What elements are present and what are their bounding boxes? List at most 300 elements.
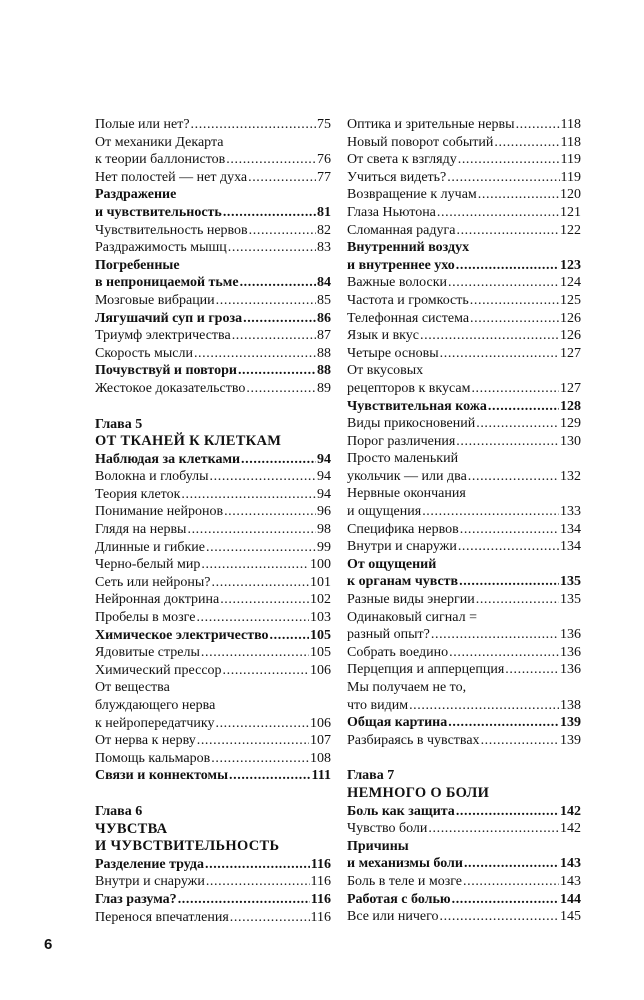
toc-entry[interactable] — [347, 661, 581, 679]
toc-entry[interactable] — [347, 274, 581, 292]
toc-entry-title: От вкусовых — [347, 363, 424, 379]
toc-entry-page: 127 — [560, 380, 581, 396]
toc-entry-page: 142 — [560, 821, 581, 837]
dot-leader — [241, 451, 316, 469]
toc-left-column — [95, 116, 331, 926]
toc-entry-page: 77 — [317, 169, 331, 185]
toc-entry-page: 116 — [310, 874, 331, 890]
toc-entry-title: к органам чувств — [347, 574, 459, 590]
toc-section-entry[interactable] — [95, 362, 331, 380]
dot-leader — [494, 134, 559, 152]
toc-entry-title: Химическое электричество — [95, 627, 269, 643]
toc-entry-page: 116 — [310, 909, 331, 925]
toc-entry-page: 82 — [317, 222, 331, 238]
toc-entry[interactable] — [95, 556, 331, 574]
dot-leader — [191, 116, 316, 134]
toc-entry-page: 76 — [317, 152, 331, 168]
toc-entry-page: 101 — [310, 574, 331, 590]
toc-entry-page: 132 — [560, 468, 581, 484]
toc-entry[interactable] — [347, 679, 581, 714]
toc-entry-title: Оптика и зрительные нервы — [347, 117, 515, 132]
dot-leader — [211, 750, 309, 768]
toc-section-entry[interactable] — [95, 891, 331, 909]
toc-entry-title: Разделение труда — [95, 856, 204, 872]
toc-entry[interactable] — [347, 169, 581, 187]
toc-entry[interactable] — [95, 591, 331, 609]
toc-entry-page: 105 — [310, 645, 331, 661]
toc-entry-title: что видим — [347, 697, 409, 713]
toc-entry-page: 98 — [317, 522, 331, 538]
toc-entry-title: Просто маленький — [347, 451, 459, 467]
toc-entry-page: 136 — [560, 627, 581, 643]
toc-entry[interactable] — [95, 909, 331, 927]
dot-leader — [210, 468, 316, 486]
dot-leader — [428, 820, 559, 838]
dot-leader — [456, 222, 559, 240]
toc-entry-page: 121 — [560, 204, 581, 220]
toc-entry[interactable] — [347, 521, 581, 539]
dot-leader — [459, 573, 559, 591]
toc-entry-title: Наблюдая за клетками — [95, 451, 241, 467]
toc-entry-page: 138 — [560, 697, 581, 713]
dot-leader — [248, 169, 316, 187]
dot-leader — [458, 151, 560, 169]
toc-entry-title: Мозговые вибрации — [95, 292, 215, 308]
toc-section-entry[interactable] — [95, 451, 331, 469]
toc-entry[interactable] — [347, 415, 581, 433]
dot-leader — [456, 257, 559, 275]
toc-entry-title: От ощущений — [347, 556, 437, 572]
toc-entry-page: 111 — [311, 768, 331, 784]
toc-entry-page: 128 — [560, 398, 581, 414]
toc-entry-title: и чувствительность — [95, 204, 222, 220]
dot-leader — [220, 591, 309, 609]
dot-leader — [249, 222, 316, 240]
toc-section-entry[interactable] — [95, 310, 331, 328]
toc-entry-page: 94 — [317, 486, 331, 502]
toc-entry-title: Внутри и снаружи — [95, 874, 205, 890]
toc-entry[interactable] — [95, 345, 331, 363]
chapter-text: НЕМНОГО О БОЛИ — [347, 784, 490, 801]
dot-leader — [409, 697, 559, 715]
dot-leader — [243, 310, 316, 328]
toc-entry-page: 94 — [317, 451, 331, 467]
toc-entry[interactable] — [95, 327, 331, 345]
dot-leader — [181, 486, 316, 504]
toc-entry-title: От вещества — [95, 680, 170, 696]
toc-section-entry[interactable] — [95, 186, 331, 221]
chapter-text: ОТ ТКАНЕЙ К КЛЕТКАМ — [95, 433, 282, 450]
dot-leader — [270, 627, 309, 645]
toc-entry-title: Учиться видеть? — [347, 169, 447, 185]
toc-entry-title: Глаза Ньютона — [347, 204, 436, 220]
dot-leader — [516, 116, 560, 134]
toc-entry-title: Порог различения — [347, 433, 456, 449]
toc-section-entry[interactable] — [95, 627, 331, 645]
chapter-text: Глава 6 — [95, 803, 143, 819]
toc-entry-page: 89 — [317, 380, 331, 396]
toc-entry[interactable] — [347, 591, 581, 609]
toc-section-entry[interactable] — [347, 838, 581, 873]
dot-leader — [440, 345, 559, 363]
toc-entry-page: 116 — [310, 891, 331, 907]
toc-entry-title: Почувствуй и повтори — [95, 363, 237, 379]
dot-leader — [196, 609, 309, 627]
dot-leader — [505, 661, 559, 679]
section-gap — [95, 398, 331, 416]
toc-entry-title: Нейронная доктрина — [95, 592, 220, 608]
toc-section-entry[interactable] — [95, 856, 331, 874]
toc-entry-page: 99 — [317, 539, 331, 555]
toc-entry-page: 143 — [560, 873, 581, 889]
chapter-number — [95, 803, 331, 821]
toc-entry-title: Раздражение — [95, 187, 177, 203]
toc-entry[interactable] — [95, 609, 331, 627]
toc-entry-title: Мы получаем не то, — [347, 680, 467, 695]
toc-entry-title: Перенося впечатления — [95, 909, 229, 925]
section-gap — [347, 749, 581, 767]
toc-entry-title: Возвращение к лучам — [347, 187, 477, 203]
toc-entry-page: 123 — [560, 257, 581, 273]
toc-entry[interactable] — [95, 873, 331, 891]
chapter-number — [347, 767, 581, 785]
dot-leader — [448, 714, 559, 732]
dot-leader — [226, 151, 316, 169]
toc-entry[interactable] — [347, 873, 581, 891]
toc-entry-page: 127 — [560, 345, 581, 361]
toc-entry-page: 136 — [560, 644, 581, 660]
dot-leader — [230, 909, 310, 927]
toc-entry[interactable] — [95, 732, 331, 750]
chapter-title — [95, 433, 331, 451]
toc-entry[interactable] — [347, 310, 581, 328]
toc-entry-page: 108 — [310, 750, 331, 766]
toc-entry-title: Теория клеток — [95, 486, 181, 502]
toc-entry-page: 94 — [317, 469, 331, 485]
toc-entry[interactable] — [347, 450, 581, 485]
toc-section-entry[interactable] — [95, 257, 331, 292]
dot-leader — [431, 626, 559, 644]
toc-entry-title: и механизмы боли — [347, 856, 463, 872]
toc-entry[interactable] — [347, 732, 581, 750]
toc-entry[interactable] — [95, 662, 331, 680]
toc-entry-page: 81 — [317, 204, 331, 220]
toc-entry-page: 84 — [317, 275, 331, 291]
toc-entry-title: рецепторов к вкусам — [347, 380, 471, 396]
toc-entry[interactable] — [347, 134, 581, 152]
toc-entry-title: Разбираясь в чувствах — [347, 732, 480, 748]
toc-entry-title: От механики Декарта — [95, 134, 224, 150]
toc-entry-page: 139 — [560, 732, 581, 748]
toc-entry-page: 134 — [560, 539, 581, 555]
dot-leader — [197, 732, 309, 750]
toc-entry-title: Внутри и снаружи — [347, 539, 457, 555]
dot-leader — [437, 204, 559, 222]
toc-entry-page: 133 — [560, 504, 581, 520]
toc-entry-title: Помощь кальмаров — [95, 750, 211, 766]
dot-leader — [238, 362, 316, 380]
toc-entry-title: Важные волоски — [347, 275, 448, 291]
dot-leader — [232, 327, 316, 345]
toc-entry-title: От нерва к нерву — [95, 733, 196, 749]
toc-entry-title: Разные виды энергии — [347, 592, 475, 608]
toc-entry-title: Боль как защита — [347, 803, 455, 819]
chapter-text: Глава 5 — [95, 416, 143, 432]
toc-entry[interactable] — [95, 222, 331, 240]
toc-entry-page: 106 — [310, 715, 331, 731]
toc-entry[interactable] — [95, 539, 331, 557]
dot-leader — [229, 767, 311, 785]
toc-entry-title: Новый поворот событий — [347, 134, 494, 150]
toc-entry-page: 135 — [560, 574, 581, 590]
dot-leader — [452, 891, 559, 909]
toc-entry-title: и ощущения — [347, 504, 422, 520]
dot-leader — [478, 186, 559, 204]
toc-entry-page: 120 — [560, 187, 581, 203]
toc-entry-title: Причины — [347, 838, 409, 854]
chapter-text: И ЧУВСТВИТЕЛЬНОСТЬ — [95, 838, 280, 855]
dot-leader — [215, 715, 309, 733]
dot-leader — [470, 310, 559, 328]
toc-right-column — [347, 116, 581, 926]
toc-entry[interactable] — [95, 644, 331, 662]
toc-entry[interactable] — [347, 362, 581, 397]
toc-entry-title: и внутреннее ухо — [347, 257, 455, 273]
toc-entry[interactable] — [95, 134, 331, 169]
toc-entry-title: Чувство боли — [347, 821, 428, 837]
toc-entry-title: Полые или нет? — [95, 117, 190, 132]
toc-entry-title: разный опыт? — [347, 627, 430, 643]
toc-entry-page: 126 — [560, 328, 581, 344]
toc-entry[interactable] — [95, 292, 331, 310]
toc-entry[interactable] — [95, 679, 331, 732]
chapter-title — [95, 821, 331, 839]
toc-entry[interactable] — [347, 116, 581, 134]
dot-leader — [206, 539, 316, 557]
toc-entry-page: 87 — [317, 328, 331, 344]
toc-entry[interactable] — [95, 574, 331, 592]
toc-entry-page: 119 — [560, 152, 581, 168]
toc-entry-title: Ядовитые стрелы — [95, 645, 200, 661]
toc-entry[interactable] — [347, 644, 581, 662]
toc-entry-title: Погребенные — [95, 257, 180, 273]
toc-entry-title: Лягушачий суп и гроза — [95, 310, 243, 326]
toc-entry[interactable] — [95, 169, 331, 187]
toc-entry-page: 119 — [560, 169, 581, 185]
toc-entry-page: 83 — [317, 240, 331, 256]
toc-entry-title: укольчик — или два — [347, 468, 467, 484]
toc-entry-title: блуждающего нерва — [95, 698, 216, 713]
dot-leader — [464, 855, 559, 873]
toc-entry[interactable] — [347, 151, 581, 169]
toc-entry[interactable] — [95, 521, 331, 539]
toc-entry-page: 144 — [560, 891, 581, 907]
toc-entry-page: 124 — [560, 275, 581, 291]
chapter-text: ЧУВСТВА — [95, 820, 168, 837]
toc-entry-page: 139 — [560, 715, 581, 731]
toc-entry-page: 130 — [560, 433, 581, 449]
toc-entry-page: 85 — [317, 292, 331, 308]
toc-entry-title: Специфика нервов — [347, 521, 459, 537]
dot-leader — [456, 433, 559, 451]
toc-entry-title: Частота и громкость — [347, 292, 469, 308]
toc-entry-title: Скорость мысли — [95, 345, 193, 361]
toc-entry[interactable] — [95, 750, 331, 768]
toc-entry[interactable] — [95, 116, 331, 134]
toc-entry-title: в непроницаемой тьме — [95, 275, 239, 291]
toc-entry-page: 126 — [560, 310, 581, 326]
dot-leader — [228, 239, 316, 257]
dot-leader — [448, 274, 559, 292]
toc-section-entry[interactable] — [347, 803, 581, 821]
toc-entry-title: Общая картина — [347, 715, 448, 731]
dot-leader — [449, 644, 559, 662]
dot-leader — [447, 169, 559, 187]
chapter-title — [95, 838, 331, 856]
toc-section-entry[interactable] — [347, 398, 581, 416]
toc-entry-title: Перцепция и апперцепция — [347, 662, 505, 678]
toc-entry-title: Химический прессор — [95, 662, 222, 678]
dot-leader — [178, 891, 310, 909]
toc-entry-page: 125 — [560, 292, 581, 308]
toc-entry-title: Виды прикосновений — [347, 416, 476, 432]
toc-entry-title: Сеть или нейроны? — [95, 574, 211, 590]
toc-entry[interactable] — [347, 433, 581, 451]
dot-leader — [205, 856, 310, 874]
dot-leader — [468, 468, 559, 486]
toc-entry[interactable] — [347, 908, 581, 926]
toc-entry-title: Боль в теле и мозге — [347, 873, 463, 889]
dot-leader — [201, 556, 309, 574]
dot-leader — [481, 732, 559, 750]
toc-entry-page: 129 — [560, 416, 581, 432]
toc-entry-title: Волокна и глобулы — [95, 469, 209, 485]
toc-entry[interactable] — [95, 486, 331, 504]
toc-entry-title: Чувствительность нервов — [95, 222, 248, 238]
toc-entry[interactable] — [347, 485, 581, 520]
toc-entry-title: Язык и вкус — [347, 328, 419, 344]
toc-entry-title: Одинаковый сигнал = — [347, 609, 478, 625]
chapter-number — [95, 416, 331, 434]
page-number: 6 — [44, 936, 53, 953]
toc-entry-title: Глаз разума? — [95, 891, 177, 907]
toc-entry-title: Триумф электричества — [95, 328, 231, 344]
toc-entry-page: 102 — [310, 592, 331, 608]
dot-leader — [201, 644, 309, 662]
toc-entry-title: Глядя на нервы — [95, 522, 187, 538]
dot-leader — [456, 803, 559, 821]
toc-entry-page: 88 — [317, 363, 331, 379]
toc-entry-page: 116 — [310, 856, 331, 872]
toc-entry[interactable] — [347, 820, 581, 838]
toc-section-entry[interactable] — [347, 891, 581, 909]
toc-section-entry[interactable] — [347, 714, 581, 732]
toc-entry-title: Четыре основы — [347, 345, 439, 361]
toc-entry-title: Сломанная радуга — [347, 222, 456, 238]
toc-entry[interactable] — [95, 239, 331, 257]
toc-entry-page: 107 — [310, 733, 331, 749]
toc-entry-title: Жестокое доказательство — [95, 380, 246, 396]
toc-entry[interactable] — [347, 204, 581, 222]
toc-entry-page: 75 — [317, 117, 331, 132]
toc-entry-page: 122 — [560, 222, 581, 238]
toc-entry-title: Пробелы в мозге — [95, 610, 196, 626]
toc-entry-page: 136 — [560, 662, 581, 678]
toc-entry-page: 118 — [560, 117, 581, 132]
toc-entry[interactable] — [347, 609, 581, 644]
dot-leader — [212, 574, 309, 592]
toc-entry-title: Внутренний воздух — [347, 240, 470, 256]
toc-entry[interactable] — [347, 345, 581, 363]
chapter-title — [347, 785, 581, 803]
chapter-text: Глава 7 — [347, 768, 395, 784]
dot-leader — [240, 274, 316, 292]
toc-entry[interactable] — [347, 222, 581, 240]
toc-entry-title: Связи и коннектомы — [95, 768, 229, 784]
toc-entry-title: От света к взгляду — [347, 152, 457, 168]
toc-entry[interactable] — [347, 538, 581, 556]
dot-leader — [460, 521, 559, 539]
dot-leader — [476, 415, 559, 433]
toc-entry-title: Нервные окончания — [347, 486, 466, 502]
toc-entry-page: 100 — [310, 557, 331, 573]
toc-entry[interactable] — [347, 327, 581, 345]
toc-entry-page: 103 — [310, 610, 331, 626]
dot-leader — [194, 345, 316, 363]
dot-leader — [223, 204, 316, 222]
toc-entry-page: 134 — [560, 521, 581, 537]
dot-leader — [420, 327, 559, 345]
section-gap — [95, 785, 331, 803]
toc-entry-page: 145 — [560, 909, 581, 925]
toc-section-entry[interactable] — [347, 239, 581, 274]
toc-entry[interactable] — [347, 292, 581, 310]
toc-entry-title: Нет полостей — нет духа — [95, 169, 248, 185]
toc-entry-page: 88 — [317, 345, 331, 361]
toc-section-entry[interactable] — [347, 556, 581, 591]
toc-entry-page: 106 — [310, 662, 331, 678]
dot-leader — [223, 662, 309, 680]
dot-leader — [187, 521, 316, 539]
dot-leader — [463, 873, 559, 891]
toc-entry-title: Все или ничего — [347, 909, 439, 925]
dot-leader — [476, 591, 559, 609]
dot-leader — [470, 292, 559, 310]
dot-leader — [488, 398, 559, 416]
toc-entry-page: 105 — [310, 627, 331, 643]
toc-entry[interactable] — [347, 186, 581, 204]
toc-entry-title: Длинные и гибкие — [95, 539, 205, 555]
toc-entry-page: 135 — [560, 592, 581, 608]
dot-leader — [206, 873, 310, 891]
toc-entry[interactable] — [95, 468, 331, 486]
dot-leader — [458, 538, 559, 556]
toc-entry[interactable] — [95, 380, 331, 398]
toc-entry-page: 96 — [317, 504, 331, 520]
toc-entry-title: Черно-белый мир — [95, 557, 201, 573]
dot-leader — [440, 908, 559, 926]
toc-entry-page: 118 — [560, 134, 581, 150]
dot-leader — [216, 292, 316, 310]
toc-entry-title: Понимание нейронов — [95, 504, 224, 520]
toc-entry-title: Чувствительная кожа — [347, 398, 487, 414]
toc-entry-title: к теории баллонистов — [95, 152, 226, 168]
toc-section-entry[interactable] — [95, 767, 331, 785]
dot-leader — [471, 380, 559, 398]
toc-entry[interactable] — [95, 503, 331, 521]
toc-entry-title: Собрать воедино — [347, 644, 449, 660]
toc-entry-title: к нейропередатчику — [95, 715, 215, 731]
